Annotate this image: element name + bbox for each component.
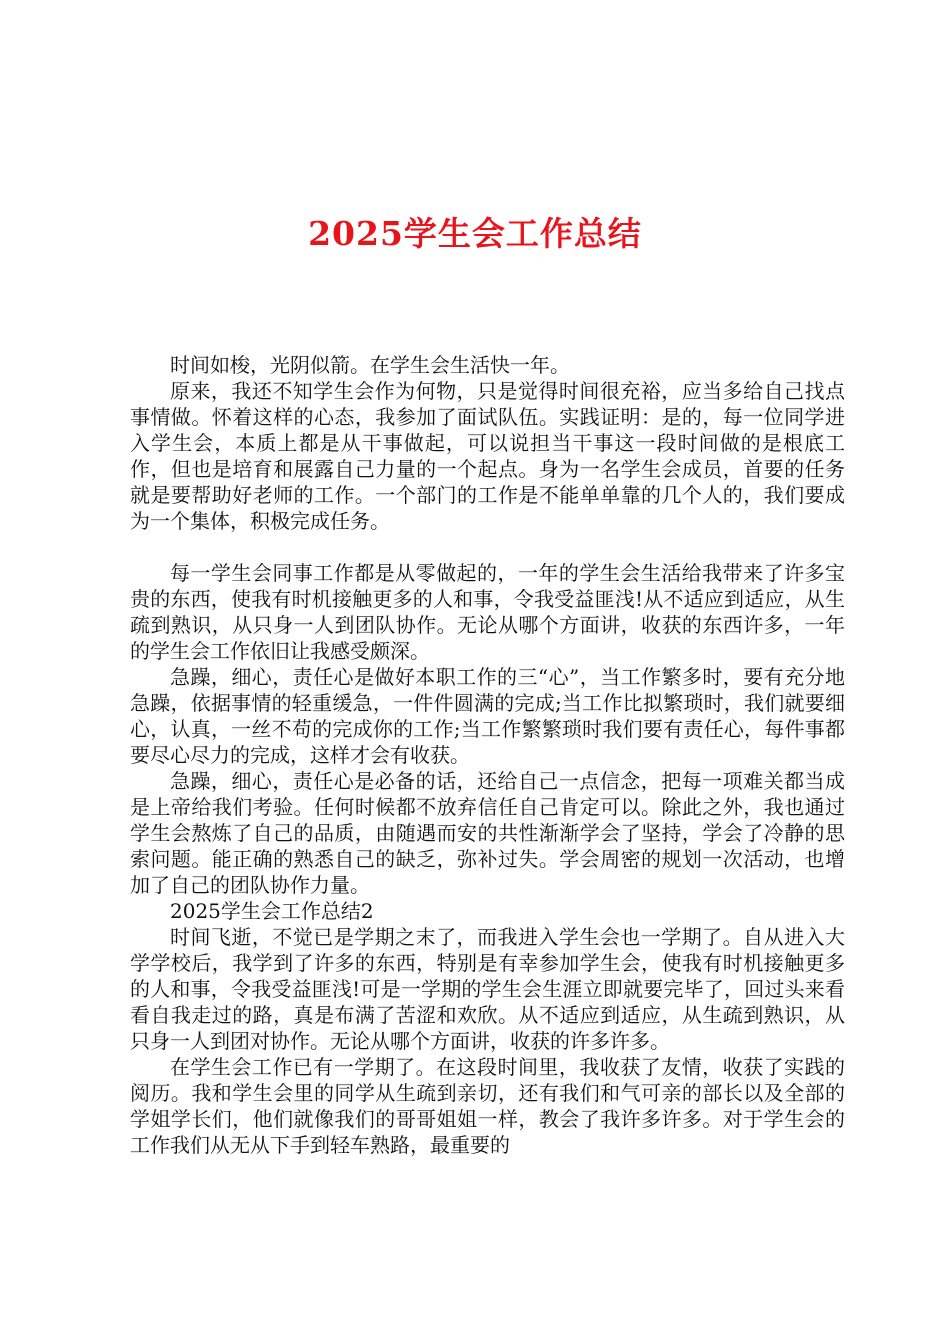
paragraph-1: 时间如梭，光阴似箭。在学生会生活快一年。	[170, 353, 570, 377]
paragraph-gap	[130, 534, 845, 560]
document-body	[130, 352, 845, 1158]
paragraph-7: 在学生会工作已有一学期了。在这段时间里，我收获了友情，收获了实践的阅历。我和学生会里的同学从生疏到亲切，还有我们和气可亲的部长以及全部的学姐学长们，他们就像我们的哥哥姐姐一样，教会了我许多许多。对于学生会的工作我们从无从下手到轻车熟路，最重要的	[130, 1055, 845, 1157]
paragraph-6: 时间飞逝，不觉已是学期之末了，而我进入学生会也一学期了。自从进入大学学校后，我学到了许多的东西，特别是有幸参加学生会，使我有时机接触更多的人和事，令我受益匪浅!可是一学期的学生会生涯立即就要完毕了，回过头来看看自我走过的路，真是布满了苦涩和欢欣。从不适应到适应，从生疏到熟识，从只身一人到团对协作。无论从哪个方面讲，收获的许多许多。	[130, 925, 845, 1053]
paragraph-4: 急躁，细心，责任心是做好本职工作的三“心”，当工作繁多时，要有充分地急躁，依据事情的轻重缓急，一件件圆满的完成;当工作比拟繁琐时，我们就要细心，认真，一丝不苟的完成你的工作;当工作繁繁琐时我们要有责任心，每件事都要尽心尽力的完成，这样才会有收获。	[130, 665, 845, 767]
document-title: 2025学生会工作总结	[308, 214, 642, 253]
section-heading-2: 2025学生会工作总结2	[170, 899, 374, 923]
paragraph-3: 每一学生会同事工作都是从零做起的，一年的学生会生活给我带来了许多宝贵的东西，使我有时机接触更多的人和事，令我受益匪浅!从不适应到适应，从生疏到熟识，从只身一人到团队协作。无论从哪个方面讲，收获的东西许多，一年的学生会工作依旧让我感受颇深。	[130, 561, 845, 663]
paragraph-2: 原来，我还不知学生会作为何物，只是觉得时间很充裕，应当多给自己找点事情做。怀着这样的心态，我参加了面试队伍。实践证明：是的，每一位同学进入学生会，本质上都是从干事做起，可以说担当干事这一段时间做的是根底工作，但也是培育和展露自己力量的一个起点。身为一名学生会成员，首要的任务就是要帮助好老师的工作。一个部门的工作是不能单单靠的几个人的，我们要成为一个集体，积极完成任务。	[130, 379, 845, 533]
paragraph-5: 急躁，细心，责任心是必备的话，还给自己一点信念，把每一项难关都当成是上帝给我们考验。任何时候都不放弃信任自己肯定可以。除此之外，我也通过学生会熬炼了自己的品质，由随遇而安的共性渐渐学会了坚持，学会了冷静的思索问题。能正确的熟悉自己的缺乏，弥补过失。学会周密的规划一次活动，也增加了自己的团队协作力量。	[130, 769, 845, 897]
